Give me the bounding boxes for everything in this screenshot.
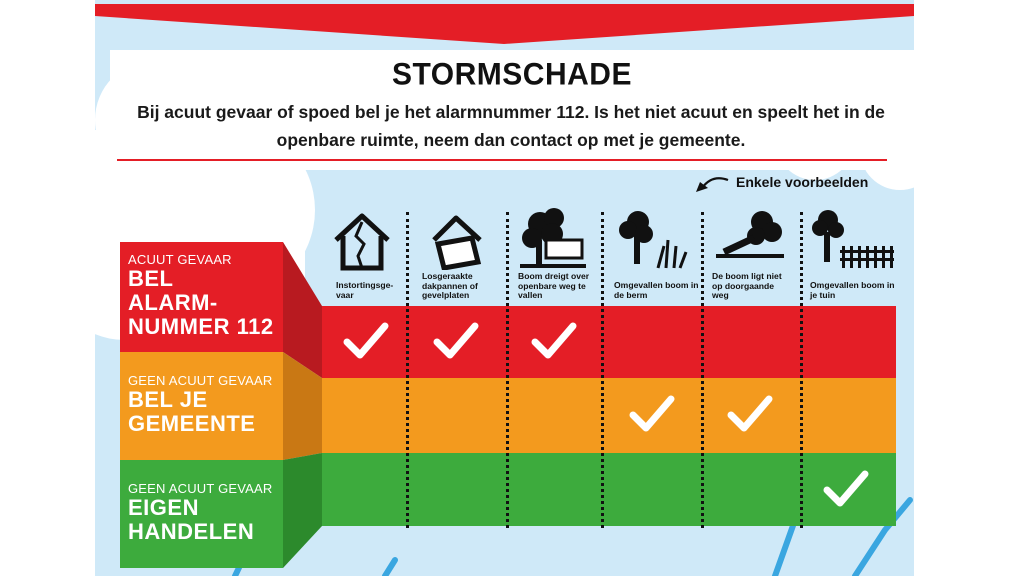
column-divider <box>701 212 704 528</box>
checkmark-icon <box>628 393 676 435</box>
column-label: De boom ligt niet op doorgaande weg <box>712 271 782 300</box>
checkmark-icon <box>432 320 480 362</box>
collapsing-house-icon <box>332 212 392 272</box>
column-label: Instortingsge- vaar <box>336 280 394 300</box>
checkmark-icon <box>342 320 390 362</box>
fallen-tree-verge-icon <box>618 206 688 272</box>
row-label-big: BEL ALARM- NUMMER 112 <box>128 266 274 339</box>
tree-over-road-icon <box>518 206 588 270</box>
column-label: Losgeraakte dakpannen of gevelplaten <box>422 271 478 300</box>
row-label-emergency <box>128 252 278 339</box>
row-label-small: GEEN ACUUT GEVAAR <box>128 373 273 388</box>
row-label-small: GEEN ACUUT GEVAAR <box>128 481 273 496</box>
column-divider <box>800 212 803 528</box>
checkmark-icon <box>530 320 578 362</box>
row-label-municipality <box>128 373 278 436</box>
column-label: Omgevallen boom in de berm <box>614 280 699 300</box>
column-divider <box>406 212 409 528</box>
tree-off-road-icon <box>710 208 788 268</box>
column-divider <box>601 212 604 528</box>
fallen-tree-garden-icon <box>810 206 896 270</box>
checkmark-icon <box>822 468 870 510</box>
column-divider <box>506 212 509 528</box>
column-label: Omgevallen boom in je tuin <box>810 280 895 300</box>
page-title: STORMSCHADE <box>392 57 632 92</box>
examples-note: Enkele voorbeelden <box>736 174 869 190</box>
green-row-side <box>283 453 322 568</box>
row-label-big: EIGEN HANDELEN <box>128 495 255 544</box>
row-label-self <box>128 481 278 544</box>
column-label: Boom dreigt over openbare weg te vallen <box>518 271 590 300</box>
checkmark-icon <box>726 393 774 435</box>
row-label-small: ACUUT GEVAAR <box>128 252 232 267</box>
intro-text: Bij acuut gevaar of spoed bel je het alarmnummer 112. Is het niet acuut en speelt het in de openbare ruimte, neem dan contact op met je gemeente. <box>137 102 885 150</box>
loose-roof-tiles-icon <box>428 214 488 270</box>
row-label-big: BEL JE GEMEENTE <box>128 387 256 436</box>
